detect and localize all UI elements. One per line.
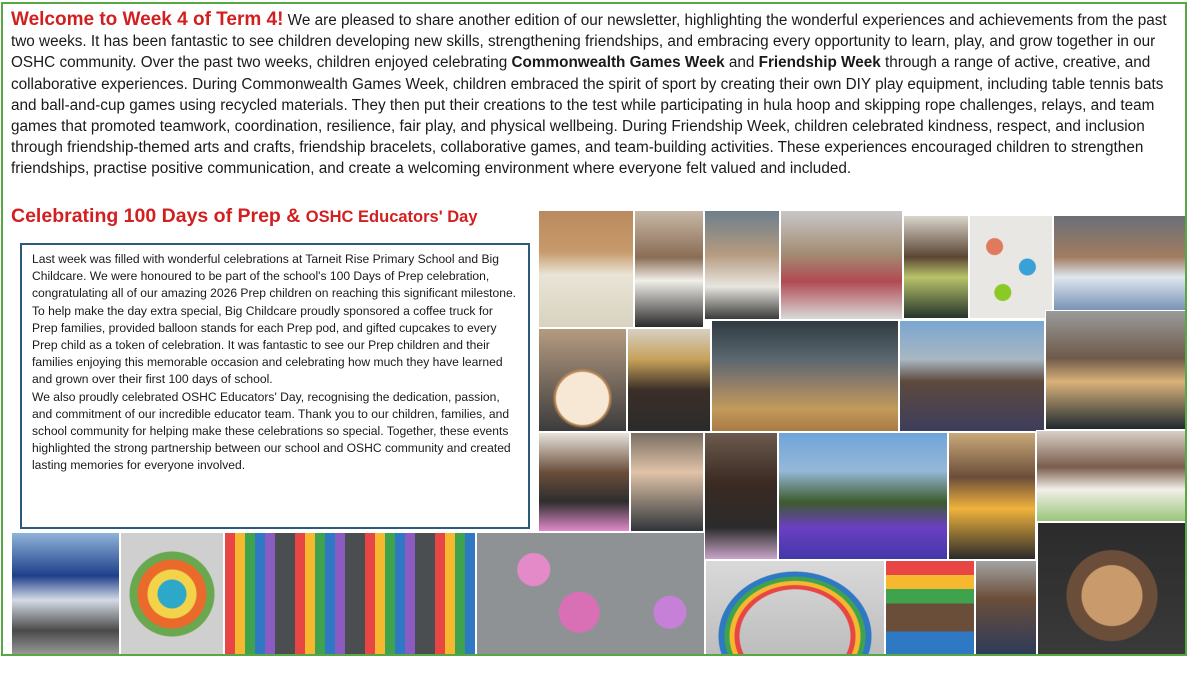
- photo-crown-boy: [634, 210, 704, 328]
- welcome-heading: Welcome to Week 4 of Term 4!: [11, 9, 284, 30]
- photo-frame-kids: [975, 560, 1037, 656]
- celebration-heading-main: Celebrating 100 Days of Prep &: [11, 205, 306, 227]
- photo-earmuffs-girl: [780, 210, 903, 320]
- intro-text-3: through a range of active, creative, and collaborative experiences. During Commonwealth Games Week, children embraced the spirit of sport by creating their own DIY play equipment, including table tennis bats and ball-and-cup games using recycled materials. They then put their creations to the test while participating in hula hoop and skipping rope challenges, relays, and team games that promoted teamwork, coordination, resilience, fair play, and physical wellbeing. During Friendship Week, children celebrated kindness, respect, and inclusion through friendship-themed arts and crafts, friendship bracelets, collaborative games, and team-building activities. These experiences encouraged children to strengthen friendships, practise positive communication, and create a welcoming environment where everyone felt valued and included.: [11, 54, 1164, 178]
- photo-painted-eggs: [1045, 310, 1187, 430]
- photo-big-balloon-stand: [778, 432, 948, 560]
- intro-paragraph: [11, 9, 1179, 180]
- newsletter-page: [1, 2, 1187, 656]
- photo-bead-star: [120, 532, 224, 656]
- photo-painted-rocks: [969, 215, 1053, 319]
- celebration-paragraph-1: Last week was filled with wonderful celebrations at Tarneit Rise Primary School and Big Childcare. We were honoured to be part of the school's 100 Days of Prep celebration, congratulating all of our amazing 2026 Prep children on reaching this significant milestone. To help make the day extra special, Big Childcare proudly sponsored a coffee truck for Prep families, provided balloon stands for each Prep pod, and gifted cupcakes to every Prep child as a token of celebration. It was fantastic to see our Prep children and their families enjoying this memorable occasion and celebrating how much they have learned and grown over their first 100 days of school.: [32, 252, 517, 387]
- photo-friendship-badge: [538, 328, 627, 432]
- photo-friendship-bracelets: [1037, 522, 1187, 656]
- photo-educators-frame: [885, 560, 975, 656]
- photo-welcome-sign: [1053, 215, 1187, 319]
- friendship-week: Friendship Week: [758, 54, 881, 72]
- commonwealth-games-week: Commonwealth Games Week: [511, 54, 725, 72]
- photo-drawings-girls: [1036, 430, 1187, 522]
- photo-popstick-frames: [224, 532, 476, 656]
- photo-group-hats: [711, 320, 899, 432]
- photo-keyring-girl: [704, 432, 778, 560]
- photo-paper-crowns: [704, 210, 780, 320]
- photo-heart-keyring: [538, 432, 630, 532]
- photo-bead-keyrings: [476, 532, 705, 656]
- celebration-text-box: [20, 243, 530, 529]
- photo-balloon-arch: [705, 560, 885, 656]
- celebration-heading: [11, 205, 478, 228]
- celebration-paragraph-2: We also proudly celebrated OSHC Educators' Day, recognising the dedication, passion, and commitment of our incredible educator team. Thank you to our children, families, and school community for helping make these celebrations so special. Together, these events highlighted the strong partnership between our school and OSHC community and created lasting memories for everyone involved.: [32, 389, 511, 473]
- photo-frame-boy: [948, 432, 1036, 560]
- photo-paddle-girl: [903, 215, 969, 319]
- photo-were-big-on-fun: [11, 532, 120, 656]
- intro-text-2: and: [724, 54, 759, 72]
- intro-text-1: We are pleased to share another edition of our newsletter, highlighting the wonderful experiences and achievements from the past two weeks. It has been fantastic to see children developing new skills, strengthening friendships, and embracing every opportunity to learn, play, and grow together in our OSHC community. Over the past two weeks, children enjoyed celebrating: [11, 12, 1167, 72]
- photo-educators-selfie: [899, 320, 1045, 432]
- celebration-heading-educators: OSHC Educators' Day: [305, 208, 478, 226]
- photo-two-girls: [630, 432, 704, 532]
- photo-flower-crown: [627, 328, 711, 432]
- photo-word-search: [538, 210, 634, 328]
